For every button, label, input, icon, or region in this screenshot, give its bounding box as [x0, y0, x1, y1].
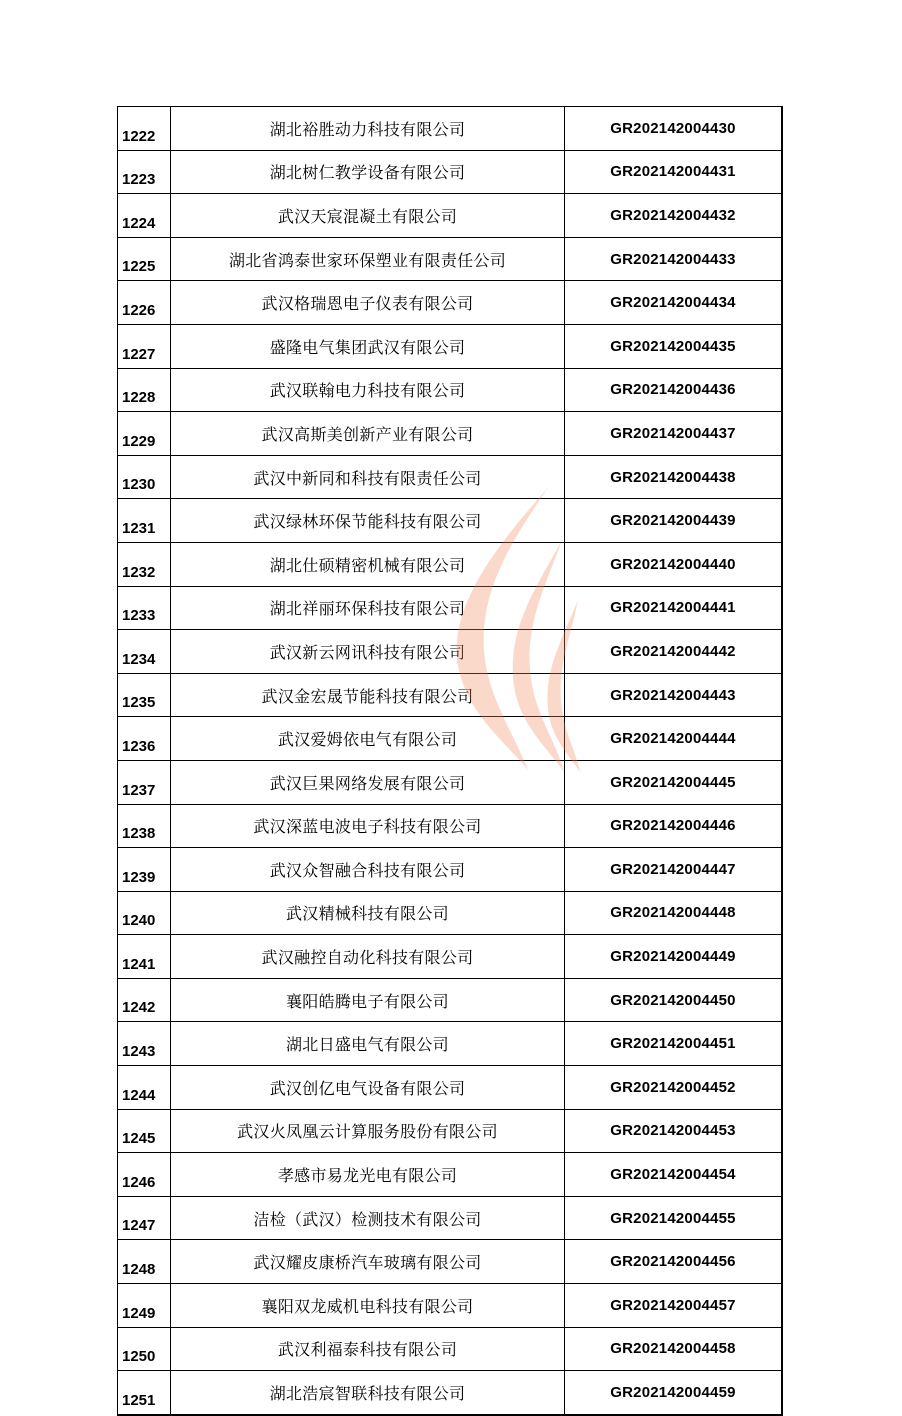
certificate-number: GR202142004440 [565, 542, 783, 586]
certificate-number: GR202142004437 [565, 412, 783, 456]
certificate-number: GR202142004447 [565, 848, 783, 892]
table-row [118, 412, 783, 456]
row-number: 1223 [118, 150, 171, 194]
certificate-number: GR202142004455 [565, 1196, 783, 1240]
certificate-number: GR202142004443 [565, 673, 783, 717]
row-number: 1232 [118, 542, 171, 586]
row-number: 1247 [118, 1196, 171, 1240]
table-row [118, 1066, 783, 1110]
certificate-number: GR202142004452 [565, 1066, 783, 1110]
company-name: 湖北日盛电气有限公司 [171, 1022, 565, 1066]
certificate-number: GR202142004441 [565, 586, 783, 630]
row-number: 1249 [118, 1284, 171, 1328]
certificate-number: GR202142004449 [565, 935, 783, 979]
row-number: 1241 [118, 935, 171, 979]
company-name: 武汉火凤凰云计算服务股份有限公司 [171, 1109, 565, 1153]
certificate-number: GR202142004453 [565, 1109, 783, 1153]
company-table [117, 106, 783, 1416]
company-name: 湖北祥丽环保科技有限公司 [171, 586, 565, 630]
certificate-number: GR202142004451 [565, 1022, 783, 1066]
company-name: 武汉巨果网络发展有限公司 [171, 760, 565, 804]
company-name: 武汉精械科技有限公司 [171, 891, 565, 935]
row-number: 1231 [118, 499, 171, 543]
certificate-number: GR202142004438 [565, 455, 783, 499]
company-name: 武汉利福泰科技有限公司 [171, 1327, 565, 1371]
company-name: 襄阳双龙威机电科技有限公司 [171, 1284, 565, 1328]
company-name: 武汉新云网讯科技有限公司 [171, 630, 565, 674]
company-name: 盛隆电气集团武汉有限公司 [171, 324, 565, 368]
certificate-number: GR202142004456 [565, 1240, 783, 1284]
company-name: 武汉高斯美创新产业有限公司 [171, 412, 565, 456]
table-row [118, 455, 783, 499]
table-row [118, 978, 783, 1022]
certificate-number: GR202142004445 [565, 760, 783, 804]
row-number: 1243 [118, 1022, 171, 1066]
table-row [118, 804, 783, 848]
table-row [118, 1284, 783, 1328]
row-number: 1228 [118, 368, 171, 412]
company-name: 武汉中新同和科技有限责任公司 [171, 455, 565, 499]
row-number: 1235 [118, 673, 171, 717]
certificate-number: GR202142004433 [565, 237, 783, 281]
certificate-number: GR202142004436 [565, 368, 783, 412]
table-row [118, 194, 783, 238]
row-number: 1227 [118, 324, 171, 368]
company-name: 襄阳皓腾电子有限公司 [171, 978, 565, 1022]
table-row [118, 237, 783, 281]
certificate-number: GR202142004458 [565, 1327, 783, 1371]
certificate-number: GR202142004450 [565, 978, 783, 1022]
row-number: 1233 [118, 586, 171, 630]
company-name: 武汉绿林环保节能科技有限公司 [171, 499, 565, 543]
company-name: 湖北仕硕精密机械有限公司 [171, 542, 565, 586]
row-number: 1251 [118, 1371, 171, 1415]
table-row [118, 891, 783, 935]
row-number: 1239 [118, 848, 171, 892]
certificate-number: GR202142004459 [565, 1371, 783, 1415]
company-name: 武汉耀皮康桥汽车玻璃有限公司 [171, 1240, 565, 1284]
company-name: 湖北省鸿泰世家环保塑业有限责任公司 [171, 237, 565, 281]
table-row [118, 760, 783, 804]
certificate-number: GR202142004444 [565, 717, 783, 761]
row-number: 1244 [118, 1066, 171, 1110]
company-name: 湖北树仁教学设备有限公司 [171, 150, 565, 194]
table-row [118, 281, 783, 325]
certificate-number: GR202142004435 [565, 324, 783, 368]
row-number: 1248 [118, 1240, 171, 1284]
certificate-number: GR202142004446 [565, 804, 783, 848]
table-row [118, 368, 783, 412]
row-number: 1224 [118, 194, 171, 238]
row-number: 1242 [118, 978, 171, 1022]
company-name: 湖北浩宸智联科技有限公司 [171, 1371, 565, 1415]
table-row [118, 630, 783, 674]
table-row [118, 150, 783, 194]
table-row [118, 717, 783, 761]
company-name: 武汉天宸混凝土有限公司 [171, 194, 565, 238]
certificate-number: GR202142004434 [565, 281, 783, 325]
row-number: 1240 [118, 891, 171, 935]
row-number: 1229 [118, 412, 171, 456]
row-number: 1237 [118, 760, 171, 804]
company-name: 洁检（武汉）检测技术有限公司 [171, 1196, 565, 1240]
company-name: 武汉深蓝电波电子科技有限公司 [171, 804, 565, 848]
company-name: 武汉众智融合科技有限公司 [171, 848, 565, 892]
company-name: 武汉爱姆依电气有限公司 [171, 717, 565, 761]
table-row [118, 1153, 783, 1197]
row-number: 1245 [118, 1109, 171, 1153]
row-number: 1250 [118, 1327, 171, 1371]
row-number: 1226 [118, 281, 171, 325]
row-number: 1234 [118, 630, 171, 674]
company-name: 武汉金宏晟节能科技有限公司 [171, 673, 565, 717]
table-row [118, 586, 783, 630]
company-name: 孝感市易龙光电有限公司 [171, 1153, 565, 1197]
table-row [118, 673, 783, 717]
table-row [118, 935, 783, 979]
table-row [118, 1327, 783, 1371]
certificate-number: GR202142004430 [565, 107, 783, 151]
row-number: 1238 [118, 804, 171, 848]
table-row [118, 107, 783, 151]
table-row [118, 542, 783, 586]
company-name: 湖北裕胜动力科技有限公司 [171, 107, 565, 151]
certificate-number: GR202142004454 [565, 1153, 783, 1197]
table-row [118, 1109, 783, 1153]
company-name: 武汉格瑞恩电子仪表有限公司 [171, 281, 565, 325]
row-number: 1236 [118, 717, 171, 761]
row-number: 1225 [118, 237, 171, 281]
table-row [118, 499, 783, 543]
certificate-number: GR202142004457 [565, 1284, 783, 1328]
table-row [118, 1022, 783, 1066]
certificate-number: GR202142004442 [565, 630, 783, 674]
table-row [118, 1196, 783, 1240]
company-name: 武汉联翰电力科技有限公司 [171, 368, 565, 412]
certificate-number: GR202142004439 [565, 499, 783, 543]
table-row [118, 324, 783, 368]
certificate-number: GR202142004431 [565, 150, 783, 194]
company-name: 武汉创亿电气设备有限公司 [171, 1066, 565, 1110]
row-number: 1246 [118, 1153, 171, 1197]
company-name: 武汉融控自动化科技有限公司 [171, 935, 565, 979]
row-number: 1222 [118, 107, 171, 151]
company-table-body [118, 107, 783, 1415]
table-row [118, 1240, 783, 1284]
row-number: 1230 [118, 455, 171, 499]
table-row [118, 1371, 783, 1415]
table-row [118, 848, 783, 892]
certificate-number: GR202142004432 [565, 194, 783, 238]
certificate-number: GR202142004448 [565, 891, 783, 935]
